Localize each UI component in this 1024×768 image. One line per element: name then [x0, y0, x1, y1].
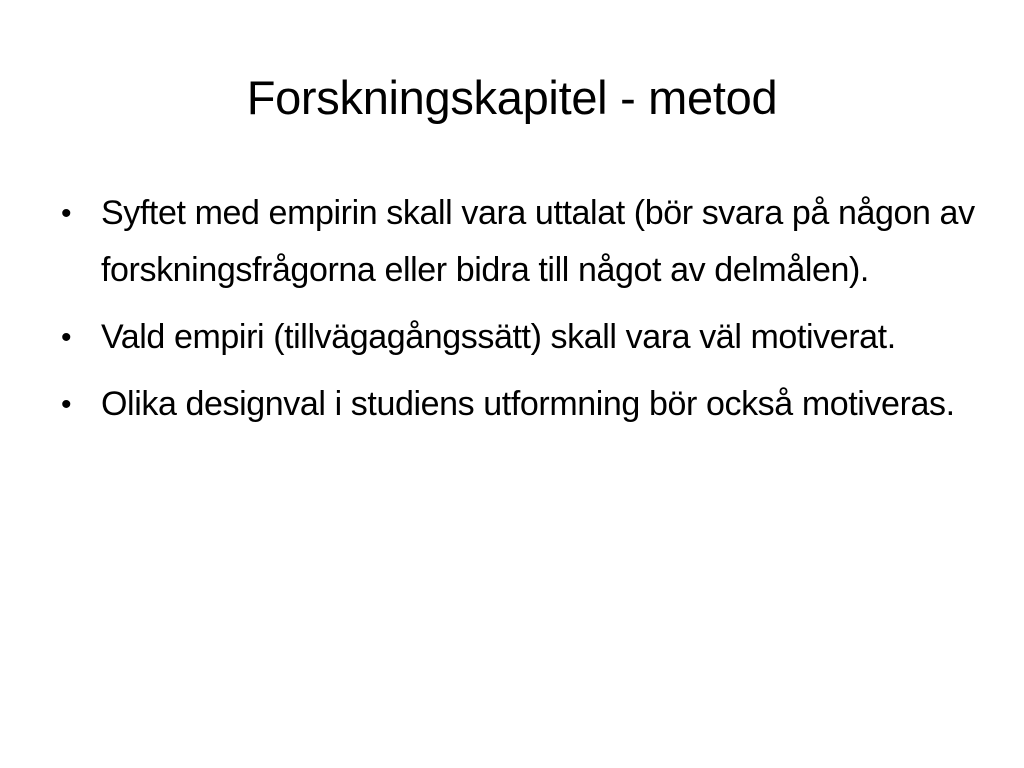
bullet-text: Olika designval i studiens utformning bör också motiveras.: [101, 385, 955, 423]
bullet-text: Syftet med empirin skall vara uttalat (bör svara på någon av forskningsfrågorna eller bidra till något av delmålen).: [101, 194, 975, 289]
bullet-list: [55, 185, 975, 443]
bullet-text: Vald empiri (tillvägagångssätt) skall vara väl motiverat.: [101, 318, 896, 356]
bullet-marker: •: [61, 197, 72, 230]
bullet-item: [55, 185, 975, 299]
bullet-item: [55, 376, 975, 433]
bullet-marker: •: [61, 321, 72, 354]
slide-title: Forskningskapitel - metod: [246, 71, 778, 124]
bullet-item: [55, 309, 975, 366]
bullet-marker: •: [61, 388, 72, 421]
